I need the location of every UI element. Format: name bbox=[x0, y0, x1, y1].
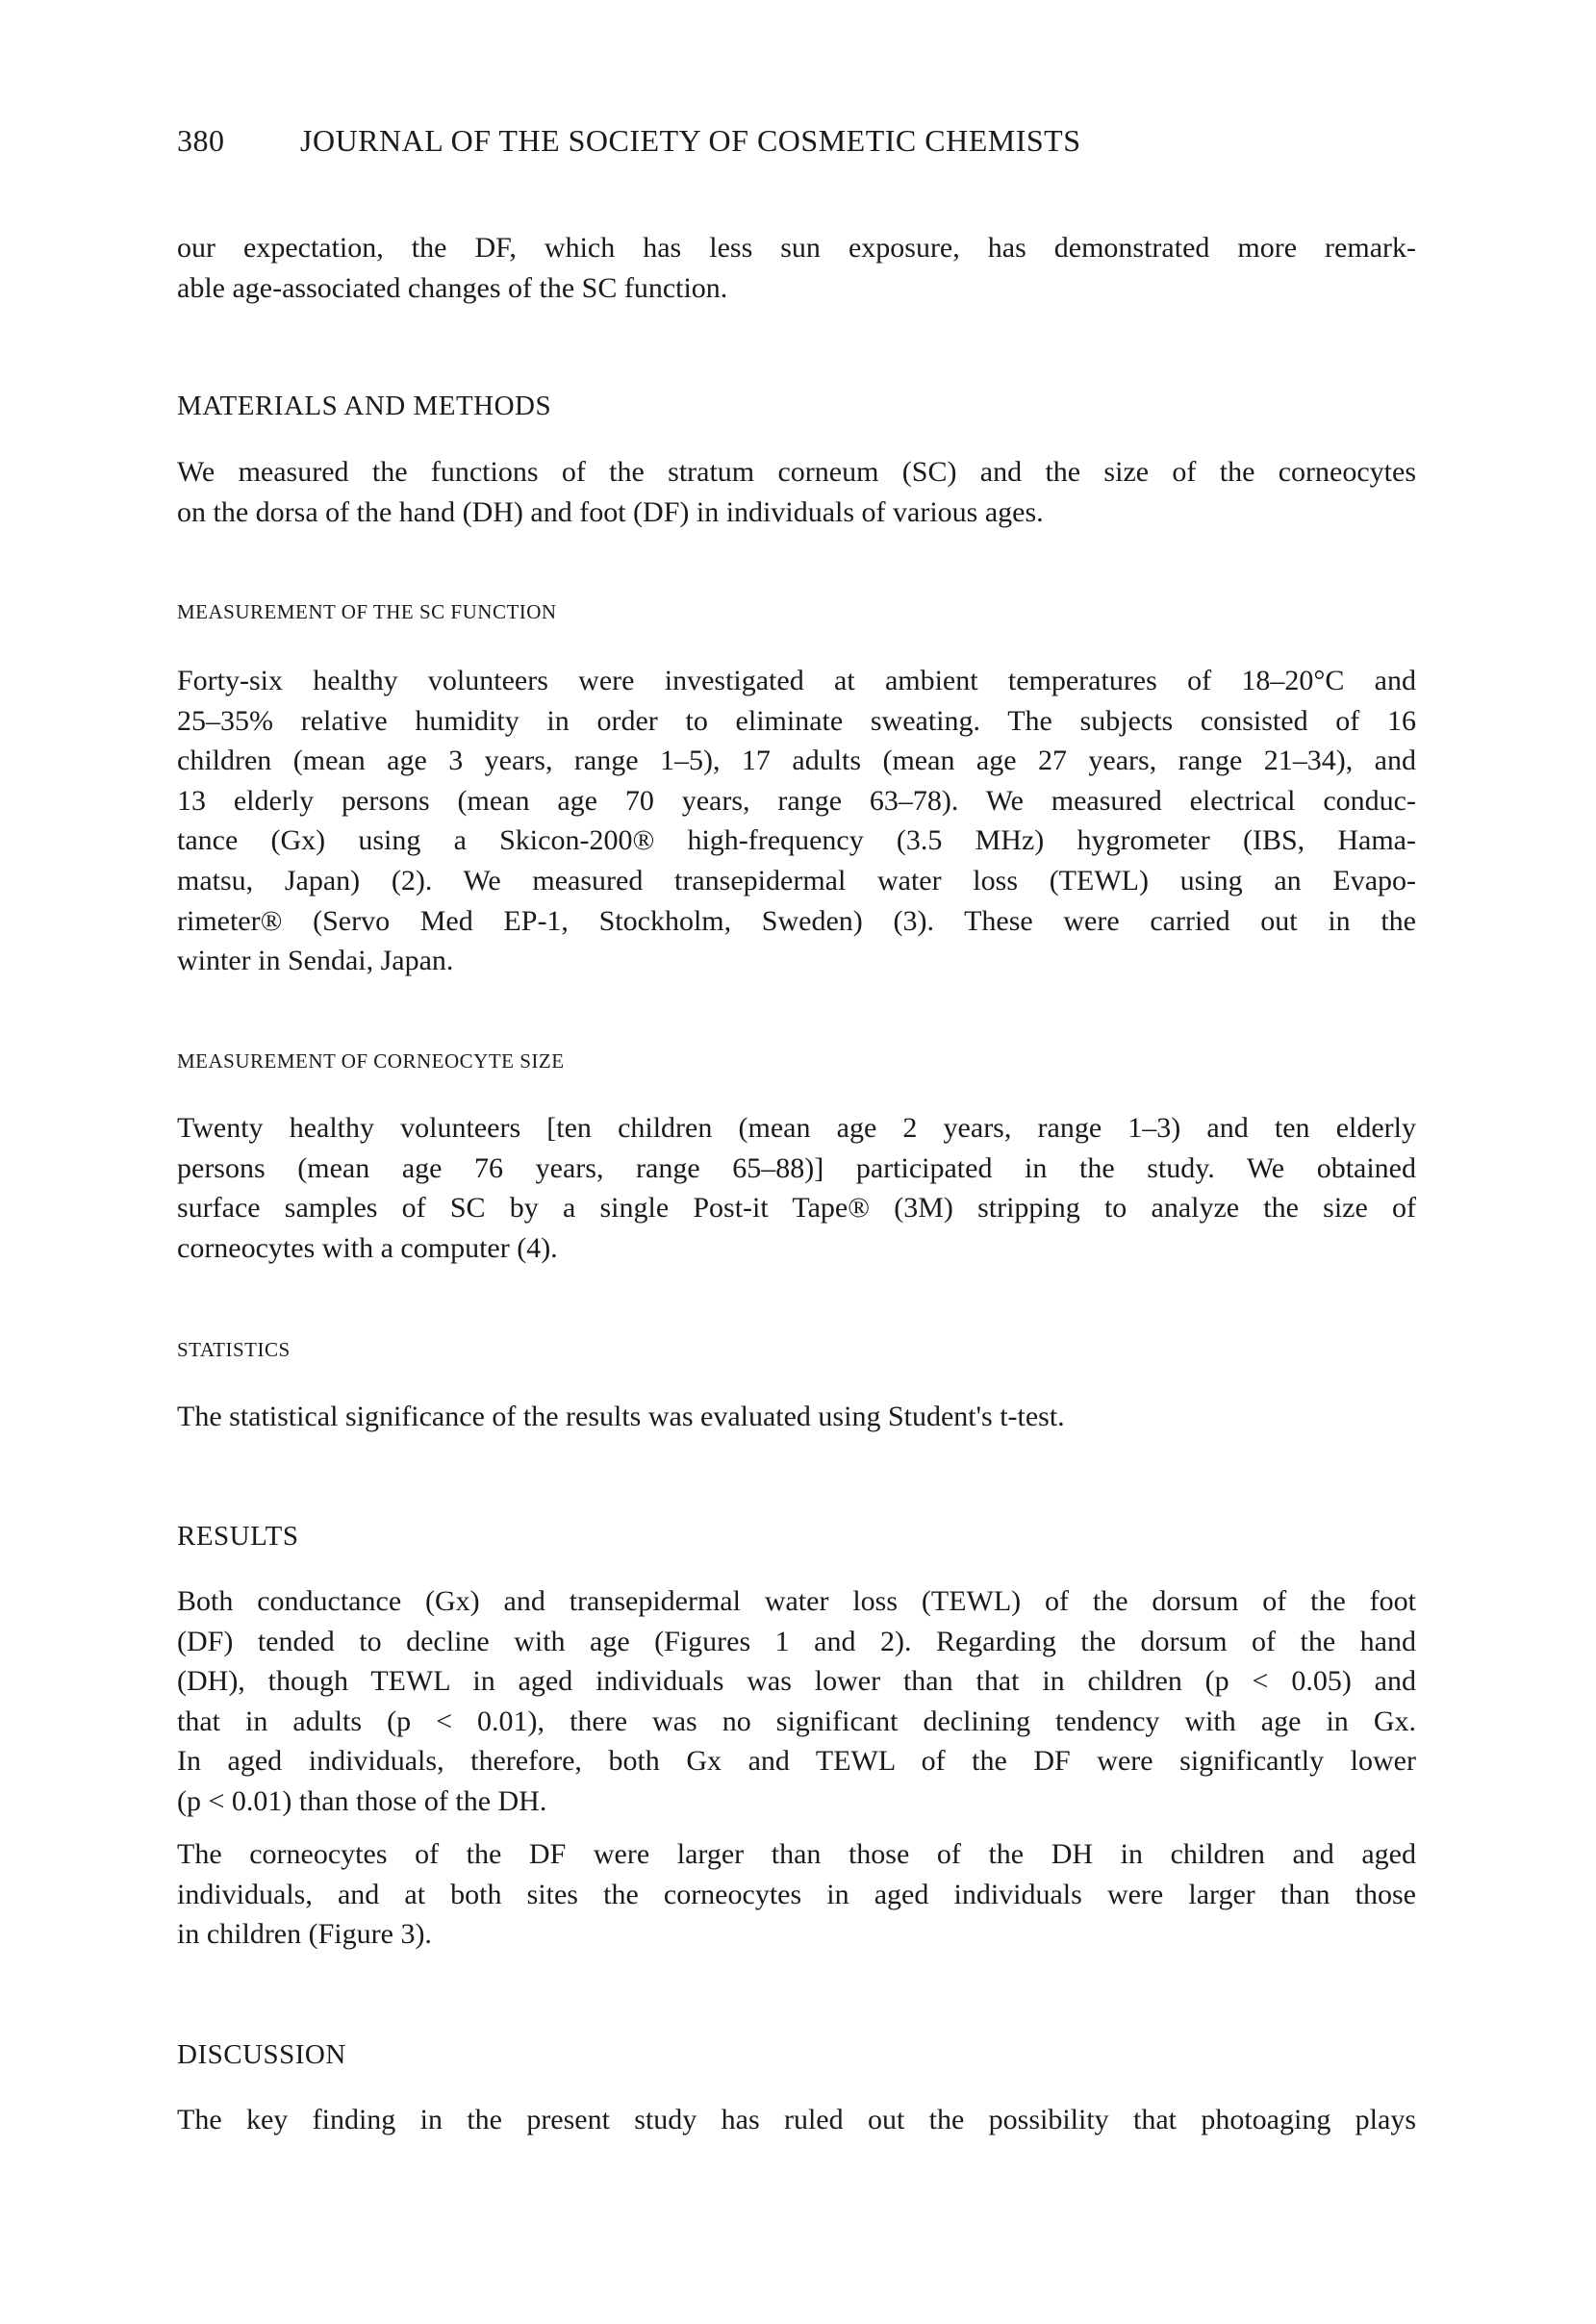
text-line: (DF) tended to decline with age (Figures 1 and 2). Regarding the dorsum of the hand bbox=[177, 1625, 1416, 1657]
text-line: 25–35% relative humidity in order to eliminate sweating. The subjects consisted of 16 bbox=[177, 704, 1416, 737]
section-heading-discussion: DISCUSSION bbox=[177, 2039, 346, 2070]
text-line: tance (Gx) using a Skicon-200® high-frequency (3.5 MHz) hygrometer (IBS, Hama- bbox=[177, 824, 1416, 857]
text-line: Twenty healthy volunteers [ten children (mean age 2 years, range 1–3) and ten elderly bbox=[177, 1112, 1416, 1144]
text-line: our expectation, the DF, which has less sun exposure, has demonstrated more remark- bbox=[177, 232, 1416, 264]
text-line: able age-associated changes of the SC function. bbox=[177, 271, 728, 304]
discussion-paragraph bbox=[177, 2100, 1416, 2140]
text-line: We measured the functions of the stratum corneum (SC) and the size of the corneocytes bbox=[177, 456, 1416, 488]
results-paragraph-2 bbox=[177, 1834, 1416, 1955]
materials-paragraph bbox=[177, 452, 1416, 532]
text-line: Forty-six healthy volunteers were investigated at ambient temperatures of 18–20°C and bbox=[177, 665, 1416, 696]
page-number: 380 bbox=[177, 123, 225, 158]
journal-title: JOURNAL OF THE SOCIETY OF COSMETIC CHEMISTS bbox=[300, 123, 1081, 158]
text-line: rimeter® (Servo Med EP-1, Stockholm, Sweden) (3). These were carried out in the bbox=[177, 904, 1416, 937]
text-line: (DH), though TEWL in aged individuals was lower than that in children (p < 0.05) and bbox=[177, 1665, 1416, 1698]
subheading-sc-function: MEASUREMENT OF THE SC FUNCTION bbox=[177, 600, 557, 623]
results-paragraph-1 bbox=[177, 1581, 1416, 1822]
text-line: The key finding in the present study has ruled out the possibility that photoaging plays bbox=[177, 2104, 1416, 2135]
section-heading-materials: MATERIALS AND METHODS bbox=[177, 391, 552, 421]
text-line: Both conductance (Gx) and transepidermal water loss (TEWL) of the dorsum of the foot bbox=[177, 1585, 1416, 1617]
text-line: In aged individuals, therefore, both Gx and TEWL of the DF were significantly lower bbox=[177, 1745, 1416, 1778]
text-line: winter in Sendai, Japan. bbox=[177, 945, 454, 977]
text-line: corneocytes with a computer (4). bbox=[177, 1231, 558, 1264]
text-line: on the dorsa of the hand (DH) and foot (DF) in individuals of various ages. bbox=[177, 495, 1044, 528]
text-line: The statistical significance of the results was evaluated using Student's t-test. bbox=[177, 1401, 1065, 1432]
text-line: (p < 0.01) than those of the DH. bbox=[177, 1784, 547, 1817]
intro-paragraph bbox=[177, 228, 1416, 308]
text-line: matsu, Japan) (2). We measured transepidermal water loss (TEWL) using an Evapo- bbox=[177, 864, 1416, 897]
section-heading-results: RESULTS bbox=[177, 1521, 299, 1552]
text-line: that in adults (p < 0.01), there was no significant declining tendency with age in Gx. bbox=[177, 1705, 1416, 1737]
text-line: persons (mean age 76 years, range 65–88)] participated in the study. We obtained bbox=[177, 1151, 1416, 1184]
sc-function-paragraph bbox=[177, 661, 1416, 981]
subheading-corneocyte-size: MEASUREMENT OF CORNEOCYTE SIZE bbox=[177, 1049, 565, 1073]
text-line: children (mean age 3 years, range 1–5), 17 adults (mean age 27 years, range 21–34), and bbox=[177, 745, 1416, 777]
text-line: individuals, and at both sites the corneocytes in aged individuals were larger than those bbox=[177, 1878, 1416, 1910]
text-line: surface samples of SC by a single Post-it Tape® (3M) stripping to analyze the size of bbox=[177, 1192, 1416, 1225]
text-line: The corneocytes of the DF were larger than those of the DH in children and aged bbox=[177, 1838, 1416, 1870]
text-line: 13 elderly persons (mean age 70 years, range 63–78). We measured electrical conduc- bbox=[177, 784, 1416, 817]
statistics-paragraph bbox=[177, 1397, 1416, 1437]
subheading-statistics: STATISTICS bbox=[177, 1338, 291, 1361]
running-header bbox=[177, 123, 1081, 159]
corneocyte-paragraph bbox=[177, 1108, 1416, 1268]
text-line: in children (Figure 3). bbox=[177, 1918, 432, 1951]
